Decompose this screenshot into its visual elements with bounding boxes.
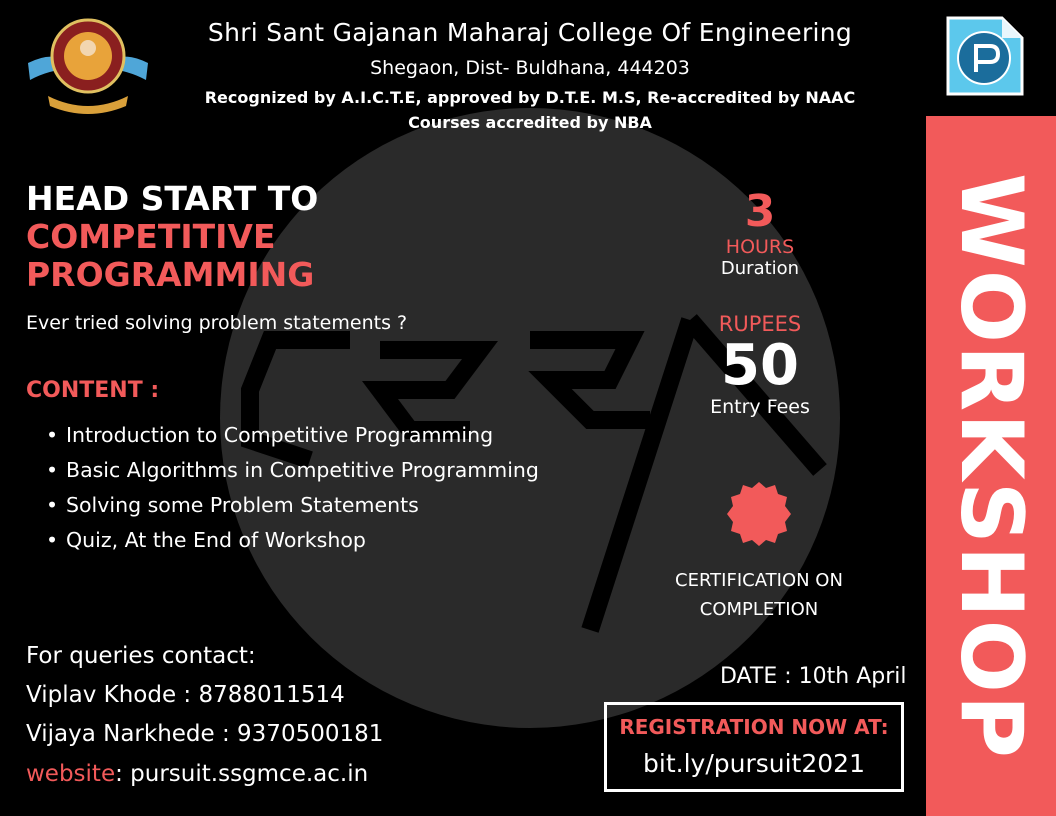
college-name: Shri Sant Gajanan Maharaj College Of Engineering bbox=[207, 18, 853, 47]
website-colon: : bbox=[115, 761, 131, 787]
workshop-label: WORKSHOP bbox=[941, 172, 1041, 760]
website-link[interactable]: pursuit.ssgmce.ac.in bbox=[130, 761, 369, 787]
website-line bbox=[26, 761, 368, 787]
duration-unit: HOURS bbox=[725, 236, 795, 258]
content-item: • Solving some Problem Statements bbox=[46, 491, 539, 526]
contact-heading: For queries contact: bbox=[26, 643, 256, 669]
college-header bbox=[180, 18, 880, 132]
college-recognition: Recognized by A.I.C.T.E, approved by D.T.E. M.S, Re-accredited by NAAC bbox=[204, 88, 856, 107]
college-logo-icon bbox=[18, 8, 158, 118]
cert-line1: CERTIFICATION ON bbox=[675, 570, 843, 591]
workshop-side-band bbox=[926, 116, 1056, 816]
duration-label: Duration bbox=[720, 258, 800, 279]
content-item: • Introduction to Competitive Programming bbox=[46, 421, 539, 456]
event-title-line2: COMPETITIVE bbox=[26, 217, 276, 256]
registration-link[interactable]: bit.ly/pursuit2021 bbox=[643, 749, 865, 778]
registration-title: REGISTRATION NOW AT: bbox=[619, 715, 889, 739]
contact-block bbox=[26, 637, 383, 754]
content-item: • Quiz, At the End of Workshop bbox=[46, 526, 539, 561]
event-title-line1: HEAD START TO bbox=[26, 179, 319, 218]
college-address: Shegaon, Dist- Buldhana, 444203 bbox=[370, 57, 690, 79]
content-item: • Basic Algorithms in Competitive Programming bbox=[46, 456, 539, 491]
contact-person-1: Viplav Khode : 8788011514 bbox=[26, 682, 345, 708]
duration-block bbox=[660, 188, 860, 279]
college-accreditation: Courses accredited by NBA bbox=[408, 113, 652, 132]
event-title bbox=[26, 180, 318, 294]
content-list bbox=[46, 421, 539, 561]
certification-note bbox=[640, 566, 878, 624]
event-title-line3: PROGRAMMING bbox=[26, 255, 315, 294]
event-tagline: Ever tried solving problem statements ? bbox=[26, 312, 408, 334]
event-date: DATE : 10th April bbox=[720, 664, 907, 689]
fee-label: Entry Fees bbox=[710, 396, 810, 418]
cert-line2: COMPLETION bbox=[699, 599, 819, 620]
contact-person-2: Vijaya Narkhede : 9370500181 bbox=[26, 721, 384, 747]
duration-value: 3 bbox=[744, 186, 776, 237]
pursuit-logo-icon bbox=[938, 10, 1028, 102]
fee-currency: RUPEES bbox=[718, 312, 802, 336]
website-label: website bbox=[26, 761, 116, 787]
fee-block bbox=[660, 312, 860, 418]
content-heading: CONTENT : bbox=[26, 378, 160, 403]
registration-box bbox=[604, 702, 904, 792]
certificate-seal-icon bbox=[725, 480, 793, 548]
fee-value: 50 bbox=[721, 333, 799, 398]
